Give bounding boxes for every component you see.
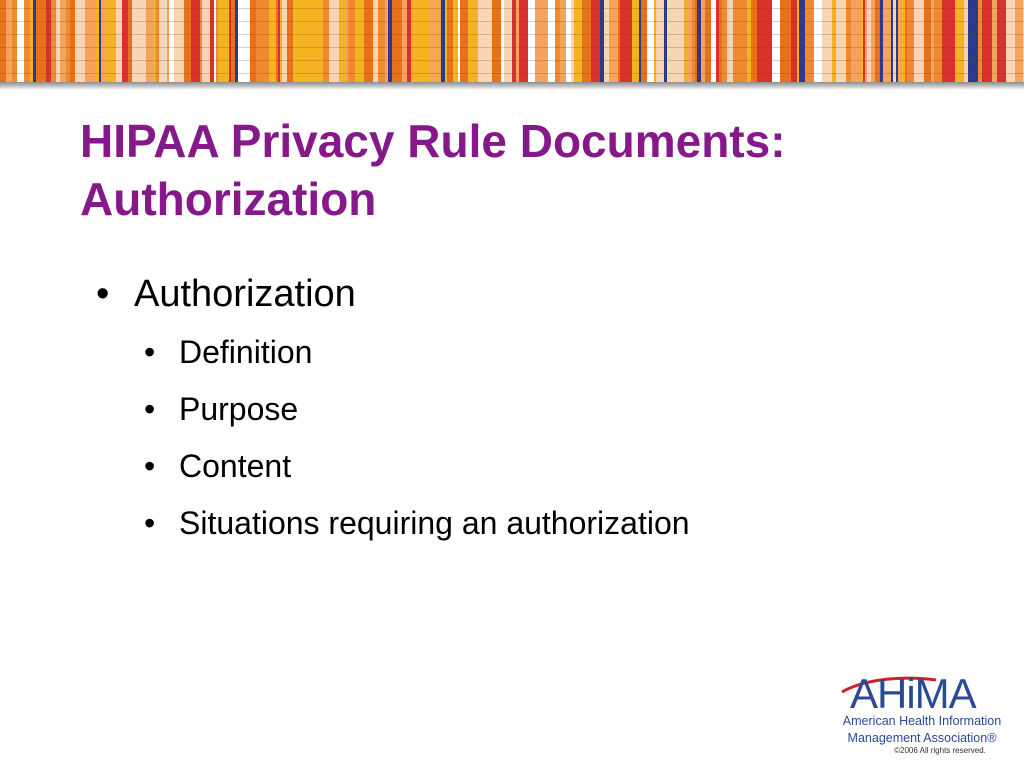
banner-stripe	[210, 0, 214, 82]
banner-stripe	[854, 0, 861, 82]
banner-stripe	[154, 0, 156, 82]
banner-stripe	[256, 0, 264, 82]
banner-stripe	[865, 0, 867, 82]
banner-stripe	[453, 0, 458, 82]
bullet-item-authorization	[96, 268, 956, 320]
banner-stripe	[458, 0, 460, 82]
banner-stripe	[60, 0, 66, 82]
banner-stripe	[667, 0, 676, 82]
banner-stripe	[364, 0, 373, 82]
banner-stripe	[566, 0, 571, 82]
banner-stripe	[101, 0, 106, 82]
banner-stripe	[460, 0, 468, 82]
banner-stripe	[751, 0, 757, 82]
banner-stripe	[56, 0, 60, 82]
logo-wordmark: AHiMA	[850, 670, 976, 714]
banner-stripe	[757, 0, 763, 82]
banner-stripe	[407, 0, 411, 82]
banner-stripe	[609, 0, 618, 82]
banner-stripe	[639, 0, 641, 82]
banner-stripe	[582, 0, 591, 82]
banner-stripe	[676, 0, 684, 82]
title-line-1: HIPAA Privacy Rule Documents:	[80, 115, 786, 167]
banner-stripe	[303, 0, 313, 82]
banner-stripe	[174, 0, 184, 82]
banner-stripe	[169, 0, 174, 82]
banner-gridline	[0, 34, 1024, 35]
banner-stripe	[727, 0, 733, 82]
banner-stripe	[346, 0, 348, 82]
banner-stripe	[430, 0, 435, 82]
decorative-banner	[0, 0, 1024, 82]
banner-stripe	[269, 0, 276, 82]
banner-gridline	[0, 60, 1024, 61]
banner-stripe	[280, 0, 282, 82]
banner-stripe	[791, 0, 797, 82]
banner-stripe	[202, 0, 210, 82]
banner-stripe	[688, 0, 692, 82]
banner-stripe	[216, 0, 218, 82]
bullet-dot: •	[144, 391, 156, 427]
banner-stripe	[231, 0, 235, 82]
banner-stripe	[445, 0, 447, 82]
banner-stripe	[543, 0, 548, 82]
banner-stripe	[373, 0, 378, 82]
banner-stripe	[116, 0, 122, 82]
banner-stripe	[156, 0, 159, 82]
banner-stripe	[982, 0, 992, 82]
banner-stripe	[952, 0, 955, 82]
banner-stripe	[893, 0, 896, 82]
banner-stripe	[437, 0, 441, 82]
banner-stripe	[70, 0, 75, 82]
banner-stripe	[106, 0, 116, 82]
sub-bullet-text: Situations requiring an authorization	[179, 505, 690, 541]
banner-stripe	[501, 0, 504, 82]
banner-stripe	[388, 0, 392, 82]
banner-stripe	[313, 0, 323, 82]
banner-stripe	[329, 0, 339, 82]
banner-stripe	[96, 0, 99, 82]
banner-stripe	[516, 0, 519, 82]
banner-stripe	[786, 0, 791, 82]
logo-organization-name	[836, 713, 1008, 747]
banner-stripe	[264, 0, 269, 82]
banner-stripe	[36, 0, 46, 82]
banner-stripe	[24, 0, 30, 82]
banner-stripe	[227, 0, 229, 82]
banner-stripe	[861, 0, 863, 82]
banner-stripe	[697, 0, 701, 82]
banner-stripe	[763, 0, 772, 82]
banner-stripe	[229, 0, 231, 82]
banner-stripe	[159, 0, 167, 82]
banner-stripe	[402, 0, 407, 82]
banner-gridline	[0, 21, 1024, 22]
banner-stripe	[323, 0, 329, 82]
banner-stripe	[478, 0, 482, 82]
banner-stripe	[441, 0, 445, 82]
banner-stripe	[548, 0, 555, 82]
banner-stripe	[128, 0, 132, 82]
logo-line-1: American Health Information	[842, 714, 1002, 728]
banner-stripe	[722, 0, 727, 82]
banner-stripe	[355, 0, 364, 82]
banner-stripe	[905, 0, 907, 82]
banner-stripe	[75, 0, 85, 82]
banner-stripe	[136, 0, 146, 82]
banner-stripe	[99, 0, 101, 82]
banner-stripe	[896, 0, 898, 82]
banner-stripe	[924, 0, 931, 82]
bullet-dot: •	[96, 273, 110, 315]
banner-stripe	[85, 0, 91, 82]
banner-stripe	[574, 0, 582, 82]
copyright-text: ©2006 All rights reserved.	[894, 746, 986, 755]
banner-stripe	[339, 0, 346, 82]
banner-stripe	[214, 0, 216, 82]
banner-stripe	[560, 0, 566, 82]
banner-stripe	[705, 0, 711, 82]
bullet-dot: •	[144, 505, 156, 541]
banner-stripe	[641, 0, 647, 82]
banner-stripe	[46, 0, 51, 82]
banner-stripe	[282, 0, 287, 82]
banner-stripe	[238, 0, 245, 82]
banner-stripe	[218, 0, 227, 82]
slide-title	[80, 112, 980, 228]
banner-stripe	[6, 0, 10, 82]
banner-stripe	[184, 0, 191, 82]
banner-stripe	[10, 0, 12, 82]
banner-stripe	[836, 0, 846, 82]
banner-stripe	[780, 0, 786, 82]
banner-stripe	[898, 0, 902, 82]
banner-stripe	[883, 0, 891, 82]
banner-shadow	[0, 82, 1024, 90]
banner-stripe	[1015, 0, 1023, 82]
banner-stripe	[392, 0, 402, 82]
banner-stripe	[968, 0, 978, 82]
banner-stripe	[931, 0, 934, 82]
banner-stripe	[519, 0, 528, 82]
banner-stripe	[992, 0, 997, 82]
banner-stripe	[378, 0, 385, 82]
banner-stripe	[832, 0, 836, 82]
banner-stripe	[276, 0, 278, 82]
banner-stripe	[891, 0, 893, 82]
banner-stripe	[287, 0, 293, 82]
banner-stripe	[33, 0, 36, 82]
sub-bullet-purpose	[96, 381, 956, 438]
banner-stripe	[235, 0, 238, 82]
banner-stripe	[512, 0, 516, 82]
banner-stripe	[293, 0, 303, 82]
banner-stripe	[30, 0, 33, 82]
banner-stripe	[799, 0, 805, 82]
banner-stripe	[528, 0, 535, 82]
bullet-list	[96, 268, 956, 552]
banner-stripe	[875, 0, 880, 82]
banner-stripe	[618, 0, 620, 82]
banner-stripe	[711, 0, 716, 82]
banner-stripe	[200, 0, 202, 82]
banner-stripe	[695, 0, 697, 82]
banner-stripe	[684, 0, 686, 82]
sub-bullet-text: Purpose	[179, 391, 299, 427]
banner-stripe	[914, 0, 924, 82]
bullet-dot: •	[144, 448, 156, 484]
banner-stripe	[167, 0, 169, 82]
banner-stripe	[571, 0, 574, 82]
banner-stripe	[863, 0, 865, 82]
banner-stripe	[964, 0, 968, 82]
sub-bullet-text: Content	[179, 448, 292, 484]
banner-gridline	[0, 8, 1024, 9]
banner-stripe	[907, 0, 914, 82]
banner-stripe	[604, 0, 609, 82]
banner-stripe	[1006, 0, 1015, 82]
banner-stripe	[716, 0, 719, 82]
banner-stripe	[692, 0, 695, 82]
banner-stripe	[902, 0, 905, 82]
banner-stripe	[955, 0, 964, 82]
banner-stripe	[191, 0, 200, 82]
banner-stripe	[474, 0, 478, 82]
banner-stripe	[91, 0, 96, 82]
banner-stripe	[348, 0, 355, 82]
banner-stripe	[435, 0, 437, 82]
banner-stripe	[411, 0, 421, 82]
banner-stripe	[250, 0, 256, 82]
banner-stripe	[535, 0, 543, 82]
banner-stripe	[880, 0, 883, 82]
banner-stripe	[656, 0, 664, 82]
banner-stripe	[772, 0, 780, 82]
banner-stripe	[421, 0, 430, 82]
banner-stripe	[747, 0, 751, 82]
banner-stripe	[600, 0, 604, 82]
banner-stripe	[492, 0, 501, 82]
banner-stripe	[555, 0, 560, 82]
banner-stripe	[122, 0, 128, 82]
sub-bullet-situations	[96, 495, 956, 552]
banner-stripe	[871, 0, 875, 82]
banner-gridline	[0, 47, 1024, 48]
banner-stripe	[132, 0, 136, 82]
banner-stripe	[146, 0, 154, 82]
banner-stripe	[447, 0, 453, 82]
banner-stripe	[0, 0, 6, 82]
banner-stripe	[686, 0, 688, 82]
banner-stripe	[867, 0, 871, 82]
banner-gridline	[0, 73, 1024, 74]
banner-stripe	[51, 0, 56, 82]
banner-stripe	[851, 0, 854, 82]
banner-stripe	[17, 0, 24, 82]
banner-stripe	[978, 0, 982, 82]
banner-stripe	[591, 0, 600, 82]
banner-stripe	[12, 0, 17, 82]
banner-stripe	[66, 0, 70, 82]
sub-bullet-text: Definition	[179, 334, 313, 370]
banner-stripe	[719, 0, 722, 82]
banner-stripe	[468, 0, 474, 82]
banner-stripe	[741, 0, 747, 82]
sub-bullet-definition	[96, 324, 956, 381]
banner-stripe	[504, 0, 512, 82]
banner-stripe	[620, 0, 626, 82]
bullet-dot: •	[144, 334, 156, 370]
ahima-logo	[836, 666, 1008, 758]
banner-stripe	[482, 0, 492, 82]
banner-stripe	[846, 0, 851, 82]
banner-stripe	[814, 0, 822, 82]
ahima-wordmark-logo	[836, 666, 1008, 714]
banner-stripe	[664, 0, 667, 82]
banner-stripe	[278, 0, 280, 82]
banner-stripe	[733, 0, 741, 82]
banner-stripe	[626, 0, 632, 82]
logo-line-2: Management Association®	[847, 731, 997, 745]
sub-bullet-content	[96, 438, 956, 495]
banner-stripe	[797, 0, 799, 82]
banner-stripe	[822, 0, 832, 82]
bullet-text: Authorization	[134, 273, 356, 315]
banner-stripe	[632, 0, 639, 82]
banner-stripe	[934, 0, 942, 82]
banner-stripe	[942, 0, 952, 82]
banner-stripe	[997, 0, 1006, 82]
banner-stripe	[654, 0, 656, 82]
banner-stripe	[385, 0, 388, 82]
banner-stripe	[701, 0, 705, 82]
banner-stripe	[245, 0, 250, 82]
banner-stripe	[805, 0, 814, 82]
banner-stripe	[647, 0, 654, 82]
title-line-2: Authorization	[80, 173, 377, 225]
banner-pattern	[0, 0, 1024, 82]
